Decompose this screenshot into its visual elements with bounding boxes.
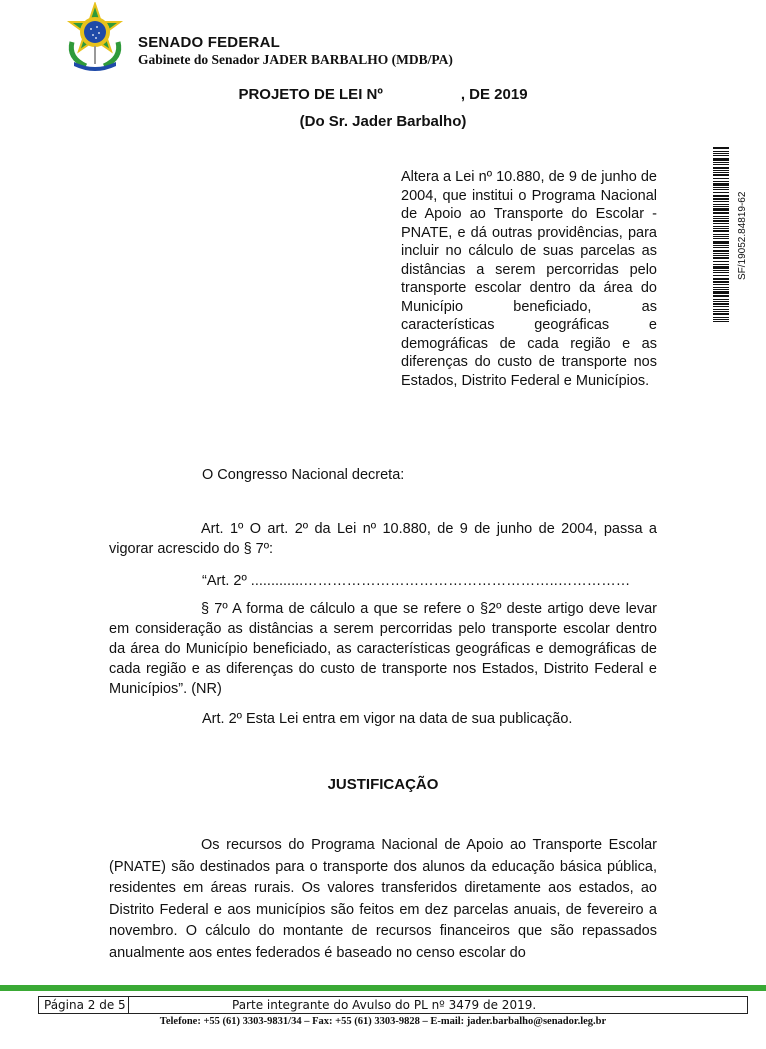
article-1: Art. 1º O art. 2º da Lei nº 10.880, de 9 de junho de 2004, passa a vigorar acrescido do § 7º:: [109, 521, 657, 557]
footer-separator: [128, 996, 129, 1014]
justification-paragraph: Os recursos do Programa Nacional de Apoio ao Transporte Escolar (PNATE) são destinados para o transporte dos alunos da educação básica pública, residentes em áreas rurais. Os valores transferidos diretamente aos estados, ao Distrito Federal e aos municípios são feitos em dez parcelas anuais, de fevereiro a novembro. O cálculo do montante de recursos financeiros que são repassados anualmente aos entes federados é baseado no censo escolar do: [109, 837, 657, 961]
barcode-code: SF/19052.84819-62: [737, 191, 748, 280]
decree-text: O Congresso Nacional decreta:: [202, 467, 405, 483]
paragraph-7: § 7º A forma de cálculo a que se refere o §2º deste artigo deve levar em consideração as distâncias a serem percorridas pelo transporte escolar dentro da área do Município beneficiado, as características geográficas e demográficas de cada região e as diferenças do custo de transporte nos Estados, Distrito Federal e Municípios”. (NR): [109, 601, 657, 697]
page-number: Página 2 de 5: [44, 998, 126, 1012]
ementa: Altera a Lei nº 10.880, de 9 de junho de 2004, que institui o Programa Nacional de Apoio ao Transporte do Escolar - PNATE, e dá outras providências, para incluir no cálculo de suas parcelas as distâncias a serem percorridas pelo transporte escolar dentro da área do Município beneficiado, as características geográficas e demográficas de cada região e as diferenças do custo de transporte nos Estados, Distrito Federal e Municípios.: [401, 169, 657, 389]
brazil-coat-of-arms-icon: [62, 2, 128, 72]
justification-title: JUSTIFICAÇÃO: [327, 776, 439, 793]
bill-title-prefix: PROJETO DE LEI Nº: [238, 86, 383, 103]
bill-title-suffix: , DE 2019: [460, 86, 528, 103]
bill-author: (Do Sr. Jader Barbalho): [299, 113, 467, 130]
article-2: Art. 2º Esta Lei entra em vigor na data de sua publicação.: [202, 711, 573, 727]
footer-contact: Telefone: +55 (61) 3303-9831/34 – Fax: +55 (61) 3303-9828 – E-mail: jader.barbalho@senador.leg.br: [159, 1016, 607, 1027]
article-2-quote-lead: “Art. 2º .............……………………………………………..……………: [202, 573, 631, 589]
barcode: [713, 147, 729, 322]
bill-title: [0, 86, 766, 103]
footer-green-bar: [0, 985, 766, 991]
footer-note: Parte integrante do Avulso do PL nº 3479 de 2019.: [232, 998, 537, 1012]
office-name: Gabinete do Senador JADER BARBALHO (MDB/PA): [138, 52, 453, 67]
org-name: SENADO FEDERAL: [138, 34, 280, 51]
